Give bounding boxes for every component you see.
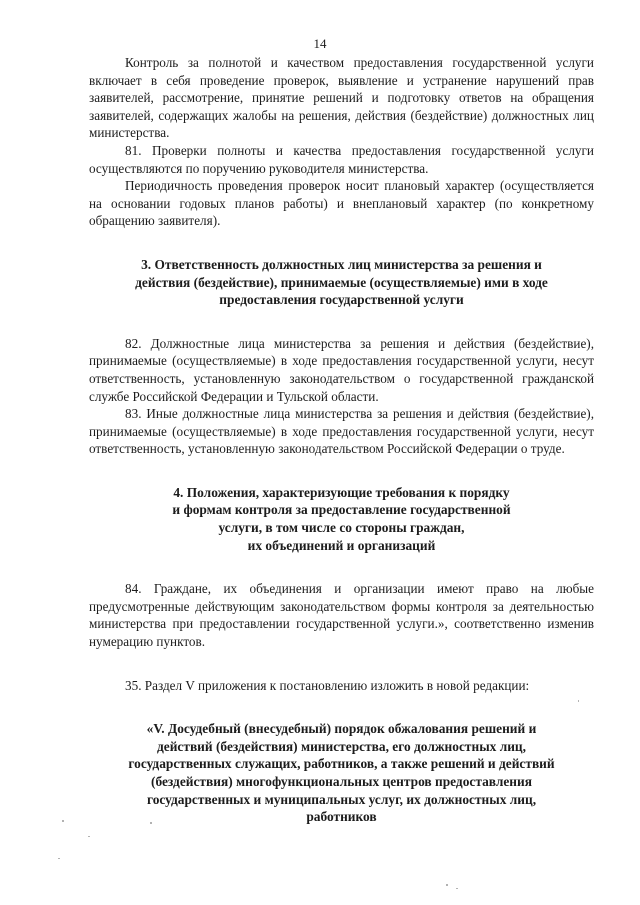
heading-line: государственных служащих, работников, а также решений и действий [128,756,555,772]
heading-line: государственных и муниципальных услуг, их должностных лиц, [146,791,537,807]
paragraph-81: 81. Проверки полноты и качества предоставления государственной услуги осуществляются по поручению руководителя министерства. [89,142,594,176]
section-3-heading [89,256,594,309]
paragraph-control-scope: Контроль за полнотой и качеством предоставления государственной услуги включает в себя проведение проверок, выявление и устранение нарушений прав заявителей, рассмотрение, принятие решений и подготовку ответов на обращения заявителей, содержащих жалобы на решения, действия (бездействие) должностных лиц министерства. [89,55,594,141]
scan-speck [62,820,64,822]
paragraph-83: 83. Иные должностные лица министерства за решения и действия (бездействие), принимаемые (осуществляемые) в ходе предоставления государственной услуги, несут ответственность, установленную законодательством Российской Федерации о труде. [89,406,594,457]
section-4-heading [89,484,594,554]
heading-line: их объединений и организаций [247,537,436,553]
heading-line: (бездействия) многофункциональных центров предоставления [151,774,532,789]
heading-line: предоставления государственной услуги [219,292,464,308]
paragraph-35: 35. Раздел V приложения к постановлению изложить в новой редакции: [125,677,530,693]
scan-speck [578,700,579,702]
heading-line: услуги, в том числе со стороны граждан, [218,520,465,536]
scan-speck [88,836,90,837]
heading-line: работников [306,809,377,825]
scan-speck [58,858,60,859]
paragraph-periodicity: Периодичность проведения проверок носит плановый характер (осуществляется на основании годовых планов работы) и внеплановый характер (по конкретному обращению заявителя). [89,178,594,229]
scan-speck [446,884,448,886]
page-number: 14 [313,36,327,51]
heading-line: и формам контроля за предоставление государственной [172,502,511,518]
heading-line: действия (бездействие), принимаемые (осуществляемые) ими в ходе [135,274,548,290]
heading-line: действий (бездействия) министерства, его должностных лиц, [157,738,526,754]
paragraph-82: 82. Должностные лица министерства за решения и действия (бездействие), принимаемые (осуществляемые) в ходе предоставления государственной услуги, несут ответственность, установленную законодательством о государственной гражданской службе Российской Федерации и Тульской области. [89,335,594,404]
paragraph-84: 84. Граждане, их объединения и организации имеют право на любые предусмотренные действующим законодательством формы контроля за деятельностью министерства при предоставлении государственной услуги.», соответственно изменив нумерацию пунктов. [89,581,594,650]
scan-speck [150,822,152,824]
section-5-heading [89,720,594,826]
scan-speck [456,888,458,889]
heading-line: 3. Ответственность должностных лиц министерства за решения и [141,256,542,272]
document-body [89,54,594,826]
heading-line: «V. Досудебный (внесудебный) порядок обжалования решений и [146,721,537,737]
heading-line: 4. Положения, характеризующие требования к порядку [173,484,510,500]
